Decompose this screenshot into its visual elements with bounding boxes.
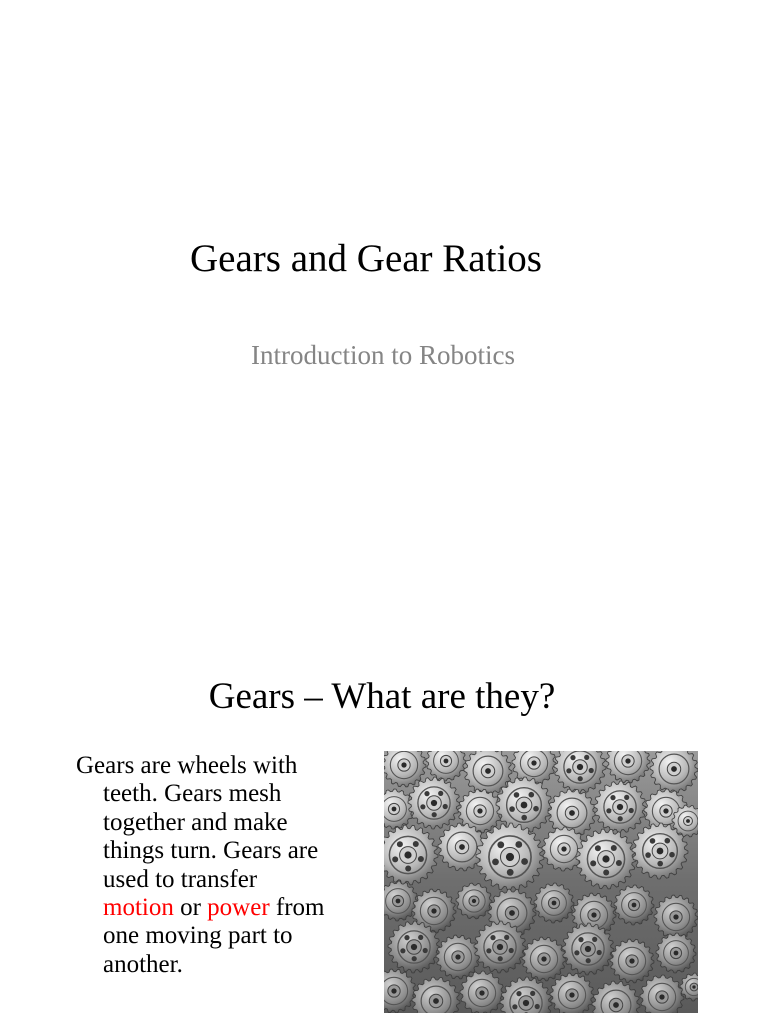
body-text-segment: another. xyxy=(103,950,183,978)
gear-shape xyxy=(476,823,544,891)
body-line xyxy=(76,866,376,894)
body-line xyxy=(76,780,376,808)
body-text-segment: together and make xyxy=(103,808,288,836)
body-line xyxy=(76,894,376,922)
body-text-segment: used to transfer xyxy=(103,865,258,893)
gear-shape xyxy=(614,885,654,925)
highlighted-word: power xyxy=(207,894,270,922)
body-line xyxy=(76,951,376,979)
gears-illustration xyxy=(384,751,698,1013)
gear-shape xyxy=(460,971,504,1013)
gear-shape xyxy=(656,933,696,973)
highlighted-word: motion xyxy=(103,894,174,922)
body-line xyxy=(76,837,376,865)
body-text-segment: things turn. Gears are xyxy=(103,837,319,865)
body-text-segment: one moving part to xyxy=(103,922,293,950)
body-text-segment: or xyxy=(173,894,208,922)
body-text-segment: Gears are wheels with xyxy=(76,752,298,779)
slide-body-text xyxy=(76,752,376,979)
body-line xyxy=(76,922,376,950)
slide-title: Gears – What are they? xyxy=(208,676,556,717)
body-line xyxy=(76,752,376,780)
slide-subtitle: Introduction to Robotics xyxy=(251,340,515,370)
gears-photo xyxy=(384,751,698,1013)
gears-intro-slide xyxy=(0,600,768,1024)
body-line xyxy=(76,809,376,837)
body-text-segment: from xyxy=(269,894,325,922)
body-text-segment: teeth. Gears mesh xyxy=(103,780,282,808)
slide-title: Gears and Gear Ratios xyxy=(190,237,542,280)
gear-shape xyxy=(534,883,574,923)
